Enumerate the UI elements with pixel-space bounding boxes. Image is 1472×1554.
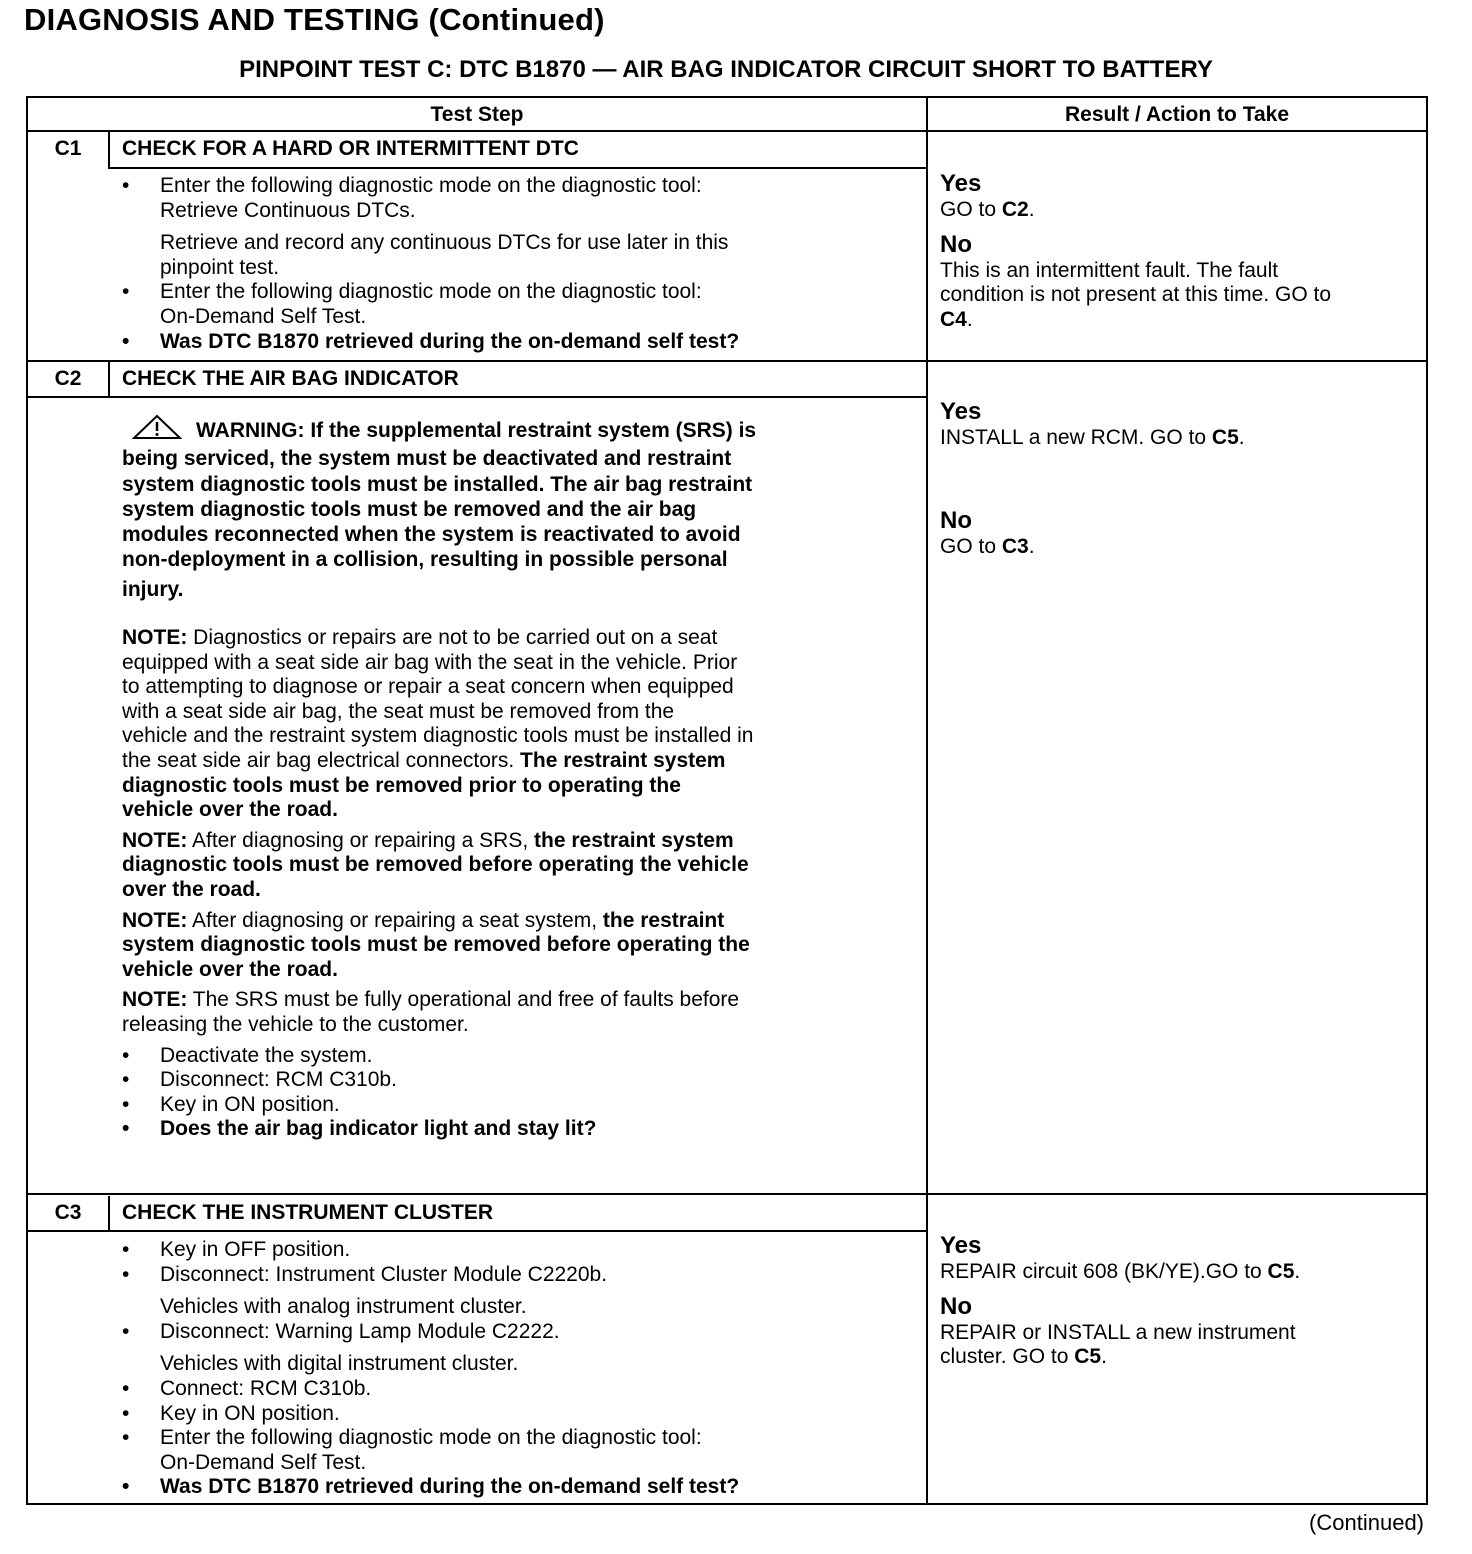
result-yes-action: REPAIR circuit 608 (BK/YE).GO to C5. (940, 1260, 1301, 1283)
list-item: • Was DTC B1870 retrieved during the on-demand self test? (122, 329, 740, 353)
list-item: • Key in ON position. (122, 1401, 340, 1425)
step-content-c3 (122, 1238, 912, 1500)
result-no-label: No (940, 1292, 972, 1320)
result-c3 (940, 1232, 1424, 1370)
list-item: Retrieve and record any continuous DTCs for use later in this pinpoint test. (160, 231, 729, 279)
notes-block (122, 626, 912, 1142)
result-yes-action: INSTALL a new RCM. GO to C5. (940, 426, 1245, 449)
note-4: NOTE: The SRS must be fully operational and free of faults before releasing the vehicle to the customer. (122, 988, 740, 1036)
result-yes-label: Yes (940, 1232, 982, 1259)
result-c1 (940, 170, 1424, 332)
c3-heading-rule (28, 1230, 926, 1232)
result-yes-label: Yes (940, 170, 982, 197)
step-id-c2: C2 (54, 367, 82, 390)
list-item: • Enter the following diagnostic mode on the diagnostic tool: On-Demand Self Test. (122, 280, 702, 328)
list-item: • Does the air bag indicator light and stay lit? (122, 1117, 597, 1141)
note-1: NOTE: Diagnostics or repairs are not to be carried out on a seat equipped with a seat side air bag with the seat in the vehicle. Prior to attempting to diagnose or repair a seat concern when equipped with a seat side air bag, the seat must be removed from the vehicle and the restraint system diagnostic tools must be installed in the seat side air bag electrical connectors. The restraint system diagnostic tools must be removed prior to operating the vehicle over the road. (122, 626, 754, 822)
list-item: • Key in OFF position. (122, 1238, 351, 1261)
c1-heading-rule (108, 167, 926, 169)
step-heading-c3: CHECK THE INSTRUMENT CLUSTER (122, 1201, 493, 1224)
list-item: Vehicles with analog instrument cluster. (160, 1295, 527, 1319)
id-divider-c3 (108, 1196, 110, 1232)
c2-heading-rule (28, 396, 926, 398)
step-id-c1: C1 (54, 137, 82, 160)
result-c2 (940, 398, 1424, 559)
column-divider (926, 98, 928, 1503)
result-no-action: REPAIR or INSTALL a new instrument cluster. GO to C5. (940, 1320, 1296, 1369)
col-header-result: Result / Action to Take (1064, 103, 1290, 126)
result-yes-label: Yes (940, 398, 982, 425)
result-yes-action: GO to C2. (940, 198, 1035, 221)
continued-footer: (Continued) (1309, 1510, 1424, 1535)
c3-top-rule (28, 1193, 1426, 1195)
list-item: Vehicles with digital instrument cluster. (160, 1352, 519, 1376)
list-item: • Deactivate the system. (122, 1043, 373, 1067)
step-content-c1 (122, 174, 912, 354)
list-item: • Disconnect: Instrument Cluster Module C2220b. (122, 1262, 608, 1286)
note-3: NOTE: After diagnosing or repairing a seat system, the restraint system diagnostic tools must be removed before operating the vehicle over the road. (122, 908, 750, 981)
list-item: • Disconnect: RCM C310b. (122, 1068, 397, 1092)
step-id-c3: C3 (54, 1201, 82, 1224)
list-item: • Disconnect: Warning Lamp Module C2222. (122, 1319, 560, 1343)
note-2: NOTE: After diagnosing or repairing a SRS, the restraint system diagnostic tools must be removed before operating the vehicle over the road. (122, 828, 749, 901)
page-title: DIAGNOSIS AND TESTING (Continued) (24, 2, 605, 37)
id-divider-c2 (108, 362, 110, 398)
list-item: • Key in ON position. (122, 1092, 340, 1116)
pinpoint-test-table (26, 96, 1428, 1505)
result-no-label: No (940, 230, 972, 258)
list-item: • Was DTC B1870 retrieved during the on-demand self test? (122, 1475, 740, 1499)
pinpoint-test-title: PINPOINT TEST C: DTC B1870 — AIR BAG INDICATOR CIRCUIT SHORT TO BATTERY (239, 56, 1213, 83)
warning-triangle-icon (132, 414, 182, 446)
result-no-action: This is an intermittent fault. The fault condition is not present at this time. GO to C4. (940, 258, 1332, 331)
step-heading-c1: CHECK FOR A HARD OR INTERMITTENT DTC (122, 137, 579, 160)
result-no-label: No (940, 506, 972, 534)
warning-block: WARNING: If the supplemental restraint system (SRS) is being serviced, the system must be deactivated and restraint system diagnostic tools must be installed. The air bag restraint system diagnostic tools must be removed and the air bag modules reconnected when the system is reactivated to avoid non-deployment in a collision, resulting in possible personal injury. (122, 414, 912, 602)
list-item: • Enter the following diagnostic mode on the diagnostic tool: On-Demand Self Test. (122, 1426, 702, 1474)
result-no-action: GO to C3. (940, 534, 1035, 558)
step-heading-c2: CHECK THE AIR BAG INDICATOR (122, 367, 459, 390)
col-header-test-step: Test Step (430, 103, 524, 126)
id-divider-c1 (108, 132, 110, 168)
list-item: • Enter the following diagnostic mode on the diagnostic tool: Retrieve Continuous DTCs. (122, 174, 702, 222)
list-item: • Connect: RCM C310b. (122, 1376, 372, 1400)
